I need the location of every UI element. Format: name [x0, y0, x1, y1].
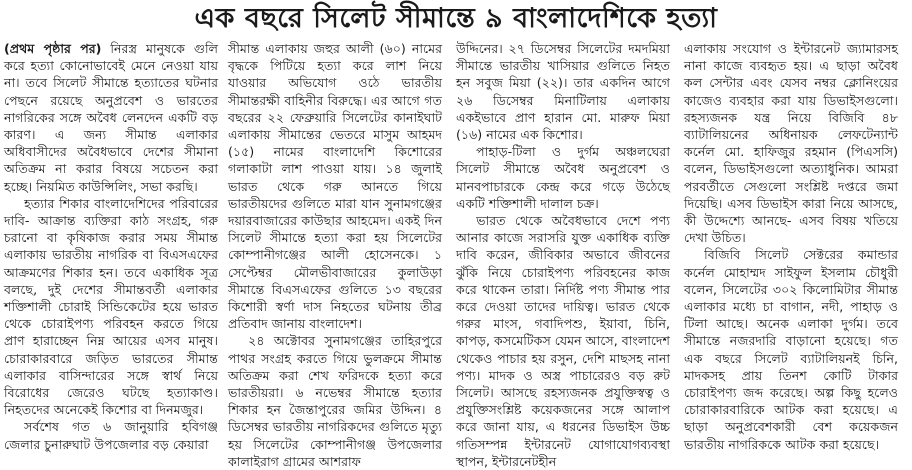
article-paragraph: ২৪ অক্টোবর সুনামগঞ্জের তাহিরপুরে পাথর সংগ্রহ করতে গিয়ে ভুলক্রমে সীমান্ত অতিক্রম করা শেখ ফরিদকে হত্যা করে ভারতীয়রা। ৬ নভেম্বর সীমান্তে হত্যার শিকার হন জৈন্তাপুরের জমির উদ্দিন। ৪ ডিসেম্বর ভারতীয় নাগরিকদের গুলিতে মৃত্যু হয় সিলেটের কোম্পানীগঞ্জ উপজেলার কালাইরাগ গ্রামের আশরাফ — [228, 333, 442, 469]
article-paragraph — [4, 40, 218, 195]
article-paragraph: সীমান্ত এলাকায় জহুর আলী (৬০) নামের বৃদ্ধকে পিটিয়ে হত্যা করে লাশ নিয়ে যাওয়ার অভিযোগ ওঠে ভারতীয় সীমান্তরক্ষী বাহিনীর বিরুদ্ধে। এর আগে গত বছরের ২২ ফেব্রুয়ারি সিলেটের কানাইঘাট এলাকায় সীমান্তের ভেতরে মাসুম আহমদ (১৫) নামের বাংলাদেশি কিশোরের গলাকাটা লাশ পাওয়া যায়। ১৪ জুলাই ভারত থেকে গরু আনতে গিয়ে ভারতীয়দের গুলিতে মারা যান সুনামগঞ্জের দয়ারবাজারের কাউছার আহমেদ। একই দিন সিলেট সীমান্তে হত্যা করা হয় সিলেটের কোম্পানীগঞ্জের আলী হোসেনকে। ১ সেপ্টেম্বর মৌলভীবাজারের কুলাউড়া সীমান্তে বিএসএফের গুলিতে ১৩ বছরের কিশোরী স্বর্ণা দাস নিহতের ঘটনায় তীব্র প্রতিবাদ জানায় বাংলাদেশ। — [228, 41, 442, 332]
article-column-3 — [456, 40, 670, 469]
article-column-4 — [684, 40, 898, 450]
article-paragraph: ভারত থেকে অবৈধভাবে দেশে পণ্য আনার কাজে সরাসরি যুক্ত একাধিক ব্যক্তি দাবি করেন, জীবিকার অভাবে জীবনের ঝুঁকি নিয়ে চোরাইপণ্য পরিবহনের কাজ করে থাকেন তারা। নির্দিষ্ট পণ্য সীমান্ত পার করে দেওয়া তাদের দায়িত্ব। ভারত থেকে গরুর মাংস, গবাদিপশু, ইয়াবা, চিনি, কাপড়, কসমেটিকস যেমন আসে, বাংলাদেশ থেকেও পাচার হয় রসুন, দেশি মাছসহ নানা পণ্য। মাদক ও অস্ত্র পাচারেরও বড় রুট সিলেট। আসছে রহস্যজনক প্রযুক্তিস্বত্ব ও প্রযুক্তিসংশ্লিষ্ট কয়েকজনের সঙ্গে আলাপ করে জানা যায়, এ ধরনের ডিভাইস উচ্চ গতিসম্পন্ন ইন্টারনেট যোগাযোগব্যবস্থা স্থাপন, ইন্টারনেটহীন — [456, 213, 670, 469]
article-paragraph: হত্যার শিকার বাংলাদেশিদের পরিবারের দাবি- আক্রান্ত ব্যক্তিরা কাঠ সংগ্রহ, গরু চরানো বা কৃষিকাজ করার সময় সীমান্ত এলাকায় ভারতীয় নাগরিক বা বিএসএফের আক্রমণের শিকার হন। তবে একাধিক সূত্র বলছে, দুই দেশের সীমান্তবর্তী এলাকার শক্তিশালী চোরাই সিন্ডিকেটের হয়ে ভারত থেকে চোরাইপণ্য পরিবহন করতে গিয়ে প্রাণ হারাচ্ছেন নিম্ন আয়ের এসব মানুষ। চোরাকারবারে জড়িত ভারতের সীমান্ত এলাকার বাসিন্দারের সঙ্গে স্বার্থ নিয়ে বিরোধের জেরেও ঘটছে হত্যাকাণ্ড। নিহতদের অনেকেই কিশোর বা দিনমজুর। — [4, 195, 218, 418]
article-paragraph: পাহাড়-টিলা ও দুর্গম অঞ্চলঘেরা সিলেট সীমান্তে অবৈধ অনুপ্রবেশ ও মানবপাচারকে কেন্দ্র করে গড়ে উঠেছে একটি শক্তিশালী দালাল চক্র। — [456, 144, 670, 211]
article-column-1 — [4, 40, 218, 450]
article-paragraph: এলাকায় সংযোগ ও ইন্টারনেট জ্যামারসহ নানা কাজে ব্যবহৃত হয়। এ ছাড়া অবৈধ কল সেন্টার এবং যেসব নম্বর ক্লোনিংয়ের কাজেও ব্যবহার করা যায় ডিভাইসগুলো। রহস্যজনক যন্ত্র নিয়ে বিজিবি ৪৮ ব্যাটালিয়নের অধিনায়ক লেফটেন্যান্ট কর্নেল মো. হাফিজুর রহমান (পিএসসি) বলেন, ডিভাইসগুলো অত্যাধুনিক। আমরা পরবর্তীতে সেগুলো সংশ্লিষ্ট দপ্তরে জমা দিয়েছি। এসব ডিভাইস কারা নিয়ে আসছে, কী উদ্দেশ্যে আনছে- এসব বিষয় খতিয়ে দেখা উচিত। — [684, 41, 898, 246]
article-paragraph: বিজিবি সিলেট সেক্টরের কমান্ডার কর্নেল মোহাম্মদ সাইফুল ইসলাম চৌধুরী বলেন, সিলেটের ৩০২ কিলোমিটার সীমান্ত এলাকার মধ্যে চা বাগান, নদী, পাহাড় ও টিলা আছে। অনেক এলাকা দুর্গম। তবে সীমান্তে নজরদারি বাড়ানো হয়েছে। গত এক বছরে সিলেট ব্যাটালিয়নই চিনি, মাদকসহ প্রায় তিনশ কোটি টাকার চোরাইপণ্য জব্দ করেছে। অল্প কিছু হলেও চোরাকারবারিকে আটক করা হয়েছে। এ ছাড়া অনুপ্রবেশকারী বেশ কয়েকজন ভারতীয় নাগরিককে আটক করা হয়েছে। — [684, 247, 898, 452]
paragraph-text: নিরস্ত্র মানুষকে গুলি করে হত্যা কোনোভাবেই মেনে নেওয়া যায় না। তবে সিলেট সীমান্তে হত্যাতের ঘটনার পেছনে রয়েছে অনুপ্রবেশ ও ভারতের নাগরিকের সঙ্গে অবৈধ লেনদেন একটি বড় কারণ। এ জন্য সীমান্ত এলাকার অধিবাসীদের অবৈধভাবে দেশের সীমানা অতিক্রম না করার বিষয়ে সচেতন করা হচ্ছে। নিয়মিত কাউন্সিলিং, সভা করছি। — [4, 41, 218, 194]
article-paragraph: সর্বশেষ গত ৬ জানুয়ারি হবিগঞ্জ জেলার চুনারুঘাট উপজেলার বড় কেয়ারা — [4, 419, 218, 452]
continuation-marker: (প্রথম পৃষ্ঠার পর) — [4, 41, 102, 56]
article-paragraph: উদ্দিনের। ২৭ ডিসেম্বর সিলেটের দমদমিয়া সীমান্তে ভারতীয় খাসিয়ার গুলিতে নিহত হন সবুজ মিয়া (২২)। তার একদিন আগে ২৬ ডিসেম্বর মিনাটিলায় এলাকায় একইভাবে প্রাণ হারান মো. মারুফ মিয়া (১৬) নামের এক কিশোর। — [456, 41, 670, 143]
article-column-2 — [228, 40, 442, 469]
article-headline: এক বছরে সিলেট সীমান্তে ৯ বাংলাদেশিকে হত্যা — [194, 3, 718, 34]
